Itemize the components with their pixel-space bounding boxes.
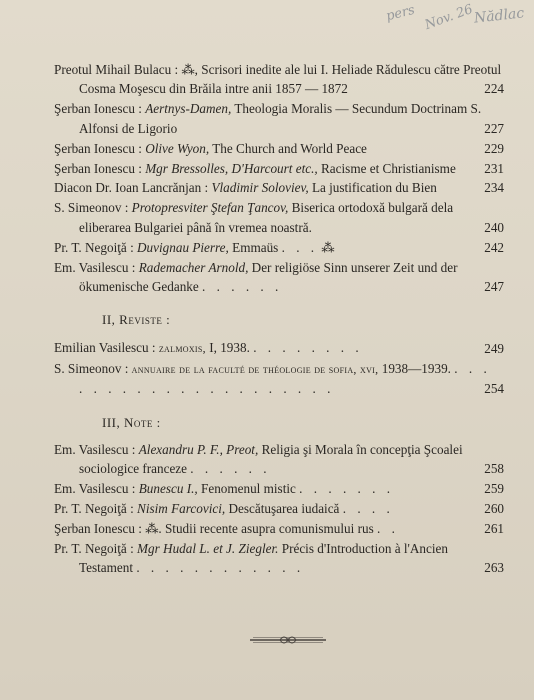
entry-title: The Church and World Peace [212,140,367,156]
toc-entry [54,159,504,178]
entry-title: La justification du Bien [311,180,437,196]
annotation-word: Nădlac [473,5,525,27]
page-number: 224 [484,81,504,97]
toc-entry: S. Simeonov : annuaire de la faculté de théologie de sofia, xvi, 1938—1939. . . . . . . . . . . . . . . . . . . . . . 254 [54,359,504,399]
entry-subject: Nisim Farcovici, [137,501,226,517]
section-heading-reviste: II, Reviste : [102,312,171,328]
page-number: 259 [484,481,504,497]
page-number: 258 [484,461,504,477]
toc-entry: Pr. T. Negoiţă : Mgr Hudal L. et J. Ziegler. Précis d'Introduction à l'Ancien Testament . . . . . . . . . . . . 263 [54,539,504,578]
entry-title: Der religiöse Sinn unserer Zeit und der ökumenische Gedanke [79,259,458,294]
entry-title: Racisme et Christianisme [321,160,456,176]
toc-entry: Em. Vasilescu : Bunescu I., Fenomenul mistic . . . . . . . 259 [54,479,504,498]
page-number: 240 [484,219,504,235]
page-number: 231 [484,160,504,176]
page-number: 260 [484,501,504,517]
asterism-mark: ⁂ [145,521,159,537]
annotation-word: pers [384,2,417,25]
toc-entry: Şerban Ionescu : ⁂. Studii recente asupra comunismului rus . . 261 [54,519,504,538]
entry-subject: zalmoxis, [158,340,206,355]
entry-subject: Rademacher Arnold, [138,259,249,275]
entry-subject: Alexandru P. F., Preot, [138,441,259,457]
table-of-contents [54,60,504,578]
entry-author: Diacon Dr. Ioan Lancrănjan : [54,180,209,196]
entry-title: Studii recente asupra comunismului rus [164,521,374,537]
entry-title: Religia şi Morala în concepţia Şcoalei sociologice franceze [79,441,463,477]
toc-entry: Emilian Vasilescu : zalmoxis, I, 1938. . . . . . . . . 249 [54,338,504,358]
toc-entry [54,99,504,138]
entry-author: Şerban Ionescu : [54,140,142,156]
page-number: 229 [484,140,504,156]
entry-author: Em. Vasilescu : [54,259,136,275]
page-number: 242 [484,239,504,255]
entry-author: Preotul Mihail Bulacu : [54,62,179,77]
annotation-word: Nov. 26 [422,1,475,34]
entry-author: S. Simeonov : [54,200,129,216]
toc-entry: Em. Vasilescu : Rademacher Arnold, Der religiöse Sinn unserer Zeit und der ökumenische Gedanke . . . . . . 247 [54,258,504,297]
page-number: 261 [484,521,504,537]
toc-entry [54,139,504,158]
entry-author: Şerban Ionescu : [54,521,142,537]
entry-title: Biserica ortodoxă bulgară dela eliberarea Bulgariei până în vremea noastră. [79,200,454,235]
ornament-divider [250,634,326,646]
toc-entry: Pr. T. Negoiţă : Duvignau Pierre, Emmaüs . . . ⁂ 242 [54,238,504,257]
toc-entry: Pr. T. Negoiţă : Nisim Farcovici, Descătuşarea iudaică . . . . 260 [54,499,504,518]
entry-title: Theologia Moralis — Secundum Doctrinam S. Alfonsi de Ligorio [79,101,482,136]
entry-subject: Vladimir Soloviev, [211,180,309,196]
entry-author: S. Simeonov : [54,360,129,376]
entry-author: Em. Vasilescu : [54,481,136,497]
toc-entry [54,198,504,237]
entry-subject: Aertnys-Damen, [145,101,232,117]
page-number: 254 [484,381,504,397]
entry-subject: Duvignau Pierre, [137,239,229,255]
entry-title: Fenomenul mistic [201,481,296,497]
entry-subject: Bunescu I., [138,481,198,497]
entry-author: Şerban Ionescu : [54,160,142,176]
asterism-mark: ⁂ [321,239,335,255]
page-number: 263 [484,560,504,576]
entry-author: Pr. T. Negoiţă : [54,540,134,556]
toc-entry: Preotul Mihail Bulacu : ⁂, Scrisori inedite ale lui I. Heliade Rădulescu către Preotul Cosma Moşescu din Brăila intre anii 1857 — 1872 224 [54,60,504,99]
page-number: 249 [484,340,504,356]
page-number: 234 [484,180,504,196]
toc-entry: Em. Vasilescu : Alexandru P. F., Preot, Religia şi Morala în concepţia Şcoalei sociologice franceze . . . . . . 258 [54,440,504,479]
page-number: 227 [484,120,504,136]
section-heading-note: III, Note : [102,414,161,430]
entry-subject: Olive Wyon, [145,140,210,156]
entry-title: Emmaüs [232,239,279,255]
entry-subject: Mgr Hudal L. et J. Ziegler. [137,540,279,556]
entry-title: I, 1938. [209,339,250,355]
pencil-annotation [364,0,534,50]
entry-subject: Mgr Bressolles, D'Harcourt etc., [145,160,318,176]
entry-title: Scrisori inedite ale lui I. Heliade Rădulescu către Preotul Cosma Moşescu din Brăila intre anii 1857 — 1872 [79,62,502,97]
entry-title: Précis d'Introduction à l'Ancien Testament [79,540,448,576]
entry-title: Descătuşarea iudaică [228,501,340,517]
entry-author: Pr. T. Negoiţă : [54,501,134,517]
page-number: 247 [484,278,504,294]
toc-entry [54,178,504,197]
entry-title: 1938—1939. [381,360,451,376]
entry-author: Em. Vasilescu : [54,441,136,457]
asterism-mark: ⁂ [181,62,195,77]
entry-author: Şerban Ionescu : [54,101,142,117]
entry-author: Emilian Vasilescu : [54,339,156,355]
entry-subject: annuaire de la faculté de théologie de sofia, xvi, [131,361,379,376]
entry-subject: Protopresviter Ştefan Ţancov, [131,200,289,216]
entry-author: Pr. T. Negoiţă : [54,239,134,255]
